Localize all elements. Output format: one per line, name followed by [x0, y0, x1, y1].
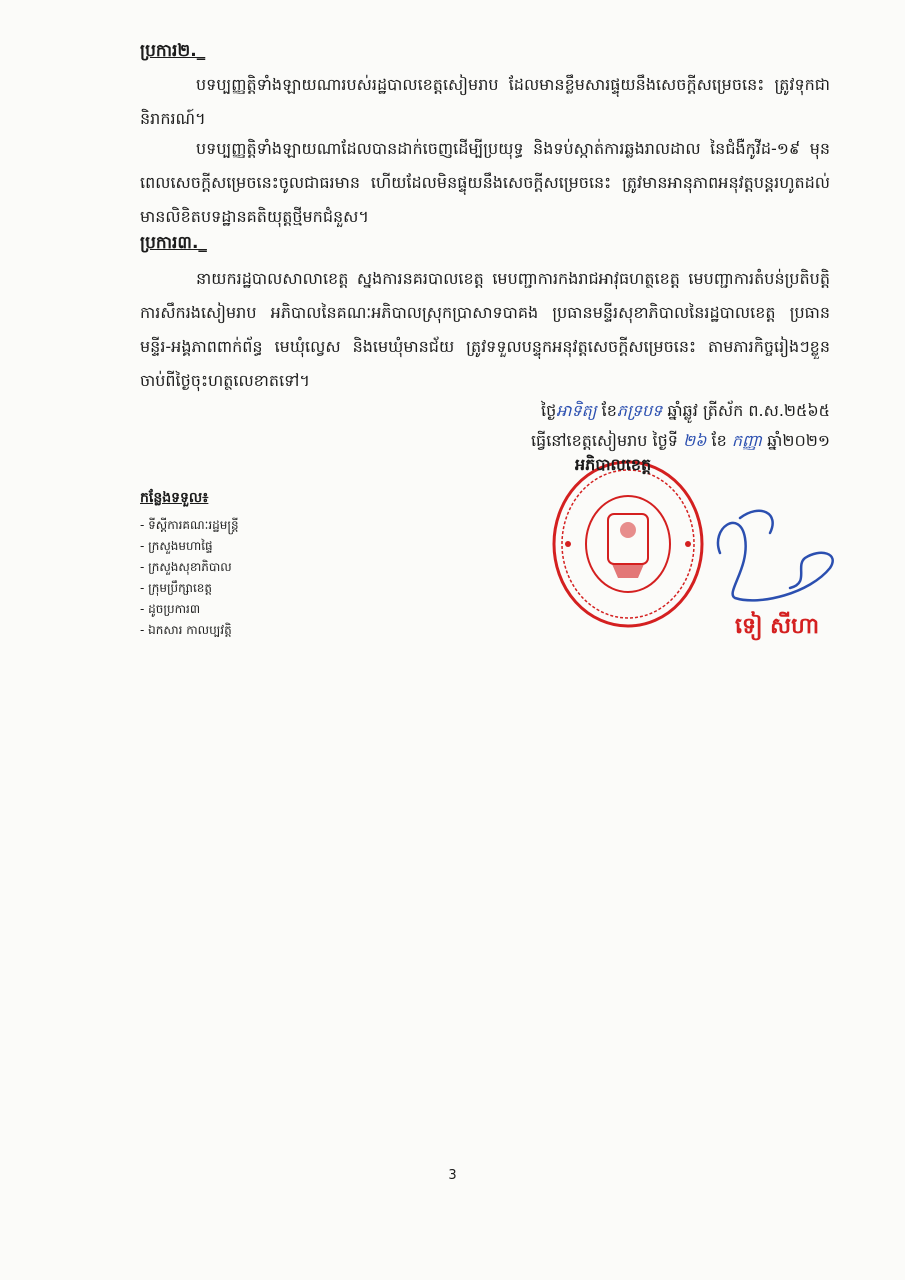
recipient-item: - ក្រុមប្រឹក្សាខេត្ត: [140, 578, 440, 599]
solar-date-line: [531, 430, 830, 454]
article-3-heading: ប្រការ៣._: [140, 233, 207, 253]
solar-suffix: ឆ្នាំ២០២១: [762, 431, 830, 450]
solar-prefix: ធ្វើនៅខេត្តសៀមរាប ថ្ងៃទី: [530, 431, 684, 450]
recipient-item: - ក្រសួងសុខាភិបាល: [140, 557, 440, 578]
official-seal-stamp: [548, 452, 708, 632]
recipient-item: - ឯកសារ កាលប្បវត្តិ: [140, 620, 440, 641]
lunar-mid: ខែ: [596, 401, 617, 420]
lunar-suffix: ឆ្នាំឆ្លូវ ត្រីស័ក ព.ស.២៥៦៥: [662, 401, 830, 420]
recipient-item: - ទីស្តីការគណៈរដ្ឋមន្ត្រី: [140, 515, 440, 536]
solar-mid: ខែ: [706, 431, 732, 450]
solar-month-handwritten: កញ្ញា: [731, 431, 763, 450]
recipients-block: [140, 488, 440, 641]
recipient-item: - ក្រសួងមហាផ្ទៃ: [140, 536, 440, 557]
article-2-heading: ប្រការ២._: [140, 41, 206, 61]
lunar-date-line: [541, 400, 830, 424]
solar-day-handwritten: ២៦: [683, 431, 707, 450]
article-2-paragraph-1: បទប្បញ្ញត្តិទាំងឡាយណារបស់រដ្ឋបាលខេត្តសៀមរាប ដែលមានខ្លឹមសារផ្ទុយនឹងសេចក្តីសម្រេចនេះ ត្រូវទុកជានិរាករណ៍។: [140, 75, 830, 128]
page-number: 3: [448, 1168, 457, 1183]
lunar-prefix: ថ្ងៃ: [541, 401, 557, 420]
recipients-list: [140, 515, 440, 641]
lunar-month-handwritten: ភទ្របទ: [616, 401, 663, 420]
handwritten-signature: [700, 498, 840, 608]
governor-title: អភិបាលខេត្ត: [575, 455, 652, 474]
recipients-heading: កន្លែងទទួល៖: [140, 490, 209, 506]
article-2-paragraph-2: បទប្បញ្ញត្តិទាំងឡាយណាដែលបានដាក់ចេញដើម្បីប្រយុទ្ធ និងទប់ស្កាត់ការឆ្លងរាលដាល នៃជំងឺកូវីដ-១៩ មុនពេលសេចក្តីសម្រេចនេះចូលជាធរមាន ហើយដែលមិនផ្ទុយនឹងសេចក្តីសម្រេចនេះ ត្រូវមានអានុភាពអនុវត្តបន្តរហូតដល់មានលិខិតបទដ្ឋានគតិយុត្តថ្មីមកជំនួស។: [140, 139, 830, 226]
signer-name: ទៀ សីហា: [735, 614, 820, 639]
article-3-paragraph: នាយករដ្ឋបាលសាលាខេត្ត ស្នងការនគរបាលខេត្ត មេបញ្ជាការកងរាជអាវុធហត្ថខេត្ត មេបញ្ជាការតំបន់ប្រតិបត្តិការសឹករងសៀមរាប អភិបាលនៃគណៈអភិបាលស្រុកប្រាសាទបាគង ប្រធានមន្ទីរសុខាភិបាលនៃរដ្ឋបាលខេត្ត ប្រធានមន្ទីរ-អង្គភាពពាក់ព័ន្ធ មេឃុំល្វេស និងមេឃុំមានជ័យ ត្រូវទទួលបន្ទុកអនុវត្តសេចក្តីសម្រេចនេះ តាមភារកិច្ចរៀងៗខ្លួន ចាប់ពីថ្ងៃចុះហត្ថលេខាតទៅ។: [140, 269, 830, 390]
lunar-day-handwritten: អាទិត្យ: [556, 401, 597, 420]
recipient-item: - ដូចប្រការ៣: [140, 599, 440, 620]
